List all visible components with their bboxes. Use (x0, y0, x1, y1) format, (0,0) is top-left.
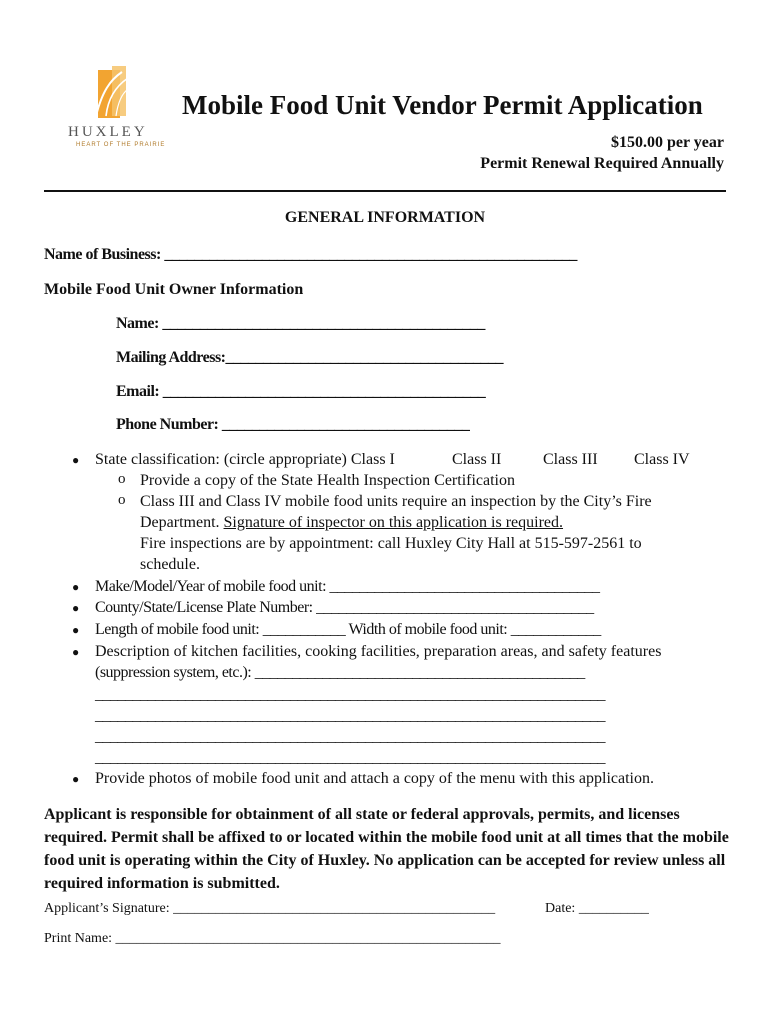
description-line[interactable]: ____________________________________________________________________ (95, 749, 605, 766)
license-plate-field[interactable]: County/State/License Plate Number: _____________________________________ (95, 599, 594, 616)
class-ii-option[interactable]: Class II (452, 451, 502, 468)
health-cert-note: Provide a copy of the State Health Inspection Certification (140, 472, 515, 489)
print-name-field[interactable]: Print Name: _______________________________________________________ (44, 931, 501, 946)
bullet-icon: ● (72, 772, 80, 786)
description-line[interactable]: ____________________________________________________________________ (95, 707, 605, 724)
inspector-signature-required: Signature of inspector on this application is required. (223, 514, 564, 531)
class-iv-option[interactable]: Class IV (634, 451, 690, 468)
section-title: GENERAL INFORMATION (284, 209, 486, 226)
kitchen-description-label: Description of kitchen facilities, cooking facilities, preparation areas, and safety features (95, 643, 662, 660)
mailing-address-field[interactable]: Mailing Address:_____________________________________ (116, 349, 503, 366)
header-divider (44, 190, 726, 192)
fire-inspection-note-2 (140, 514, 563, 532)
bullet-icon: ● (72, 580, 80, 594)
page-title: Mobile Food Unit Vendor Permit Application (182, 90, 703, 120)
fire-appointment-note-2: schedule. (140, 556, 200, 573)
class-iii-option[interactable]: Class III (543, 451, 598, 468)
date-field[interactable]: Date: __________ (545, 901, 649, 916)
huxley-logo (66, 62, 166, 152)
sub-bullet-icon: o (118, 492, 126, 508)
bullet-icon: ● (72, 645, 80, 659)
kitchen-description-field[interactable]: (suppression system, etc.): ____________________________________________ (95, 664, 585, 681)
logo-wordmark: HUXLEY (68, 124, 148, 140)
department-text: Department. (140, 514, 224, 531)
description-line[interactable]: ____________________________________________________________________ (95, 686, 605, 703)
sub-bullet-icon: o (118, 471, 126, 487)
bullet-icon: ● (72, 601, 80, 615)
owner-info-heading: Mobile Food Unit Owner Information (44, 281, 304, 298)
length-width-field[interactable]: Length of mobile food unit: ___________ Width of mobile food unit: ____________ (95, 621, 601, 638)
fire-inspection-note: Class III and Class IV mobile food units require an inspection by the City’s Fire (140, 493, 652, 510)
state-classification-label: State classification: (circle appropriate) Class I (95, 451, 395, 468)
applicant-signature-field[interactable]: Applicant’s Signature: ______________________________________________ (44, 901, 496, 916)
phone-number-field[interactable]: Phone Number: _________________________________ (116, 416, 470, 433)
logo-tagline: HEART OF THE PRAIRIE (76, 142, 166, 148)
permit-price: $150.00 per year (610, 134, 724, 151)
bullet-icon: ● (72, 453, 80, 467)
owner-name-field[interactable]: Name: ___________________________________________ (116, 315, 485, 332)
fire-appointment-note: Fire inspections are by appointment: call Huxley City Hall at 515-597-2561 to (140, 535, 642, 552)
permit-renewal: Permit Renewal Required Annually (480, 155, 724, 172)
bullet-icon: ● (72, 623, 80, 637)
business-name-field[interactable]: Name of Business: _______________________________________________________ (44, 246, 577, 263)
photos-menu-note: Provide photos of mobile food unit and attach a copy of the menu with this application. (95, 770, 654, 787)
applicant-responsibility-notice: Applicant is responsible for obtainment of all state or federal approvals, permits, and licenses required. Permit shall be affixed to or located within the mobile food unit at all times that the mobile food unit is operating within the City of Huxley. No application can be accepted for review unless all required information is submitted. (44, 806, 729, 892)
make-model-year-field[interactable]: Make/Model/Year of mobile food unit: ____________________________________ (95, 578, 600, 595)
email-field[interactable]: Email: ___________________________________________ (116, 383, 486, 400)
description-line[interactable]: ____________________________________________________________________ (95, 728, 605, 745)
